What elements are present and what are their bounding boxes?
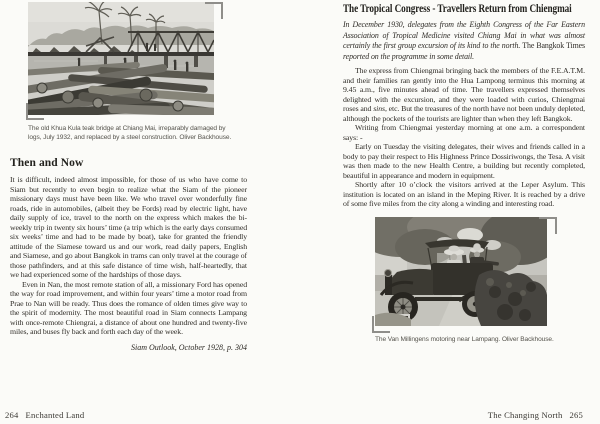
bridge-photo-figure — [10, 2, 247, 142]
body-paragraph — [343, 66, 585, 123]
source-attribution: Siam Outlook, October 1928, p. 304 — [131, 342, 247, 352]
paragraph-segment: , etc. But the treasures of the north have not been unduly depleted, although the pockets of the tourists are lighter than when they left Bangkok. — [343, 104, 585, 123]
intro-segment: In December 1930, delegates from the Eighth Congress of the Far Eastern Association of Tropical Medicine visited Chiang Mai in what was almost certainly the first group excursion of its kind to the north. — [343, 20, 585, 51]
newspaper-name: The Bangkok Times — [522, 41, 585, 51]
section-heading: Then and Now — [10, 157, 84, 170]
photo-caption: The Van Millingens motoring near Lampang. Oliver Backhouse. — [375, 335, 554, 343]
motorcar-photo-figure — [343, 217, 585, 344]
left-folio — [5, 410, 84, 420]
right-folio — [488, 410, 583, 420]
right-page-content — [343, 3, 585, 344]
photo-corner-bracket — [372, 316, 390, 333]
photo-corner-bracket — [539, 217, 557, 234]
body-paragraph: Writing from Chiengmai yesterday morning at one a.m. a correspondent says: - — [343, 123, 585, 142]
motorcar-photo — [375, 217, 547, 326]
bridge-photo-frame — [28, 2, 214, 115]
photo-caption: The old Khua Kula teak bridge at Chiang Mai, irreparably damaged by logs, July 1932, and replaced by a steel construction. Oliver Backhouse. — [28, 125, 232, 142]
chapter-heading — [343, 3, 585, 15]
folio-chapter-title: The Changing North — [487, 410, 563, 420]
photo-corner-bracket — [205, 2, 223, 19]
intro-paragraph — [343, 20, 585, 62]
body-paragraph: It is difficult, indeed almost impossible, for those of us who have come to Siam but recently to even begin to realize what the Siam of the pioneer missionary days must have been like. We who travel over wonderfully fine roads, ride in automobiles, (albeit they be Fords) read by electric light, have daily supply of ice, travel to the north on the express which makes the bi-weekly trip in twenty six hours’ time (a trip which is the early days consumed six weeks’ time and had to be made by boat), take for granted the friendly attitude of the Siamese toward us and our work, read daily papers, English and Siamese, and go about Bangkok in trams can only travel at the courage of those pathfinders, and at this safe distance of time wish, half-heartedly, that we had experienced some of the hardships of those days. — [10, 175, 247, 280]
body-paragraph: Shortly after 10 o’clock the visitors arrived at the Leper Asylum. This institution is located on an island in the Meping River. It is reached by a drive of some five miles from the city along a winding and interesting road. — [343, 180, 585, 209]
folio-page-number: 264 — [5, 410, 19, 420]
intro-segment: reported on the programme in some detail. — [343, 51, 474, 61]
paragraph-segment: The express from Chiengmai bringing back the members of the F.E.A.T.M. and their families ran gently into the Hua Lampong terminus this morning at 9.45 a.m., five minutes ahead of time. The travellers expressed themselves delighted with the excursion, and they were loaded with curios, Chiengmai roses and — [343, 66, 585, 114]
motorcar-photo-frame — [375, 217, 547, 326]
page-right — [300, 0, 600, 424]
bridge-photo — [28, 2, 214, 115]
photo-corner-bracket — [26, 103, 44, 120]
folio-page-number: 265 — [569, 410, 583, 420]
body-paragraph: Even in Nan, the most remote station of all, a missionary Ford has opened the way for road improvement, and within four years’ time a motor road from Prae to Nan will be ready. Thus does the romance of olden times give way to the spirit of modernity. The most beautiful road in Siam connects Lampang with once-remote Chiengrai, a distance of about one hundred and twenty-five miles, and buses fly back and forth each day of the week. — [10, 279, 247, 337]
folio-book-title: Enchanted Land — [25, 410, 85, 420]
paragraph-segment-italic: sins — [373, 104, 385, 114]
chapter-heading-text: The Tropical Congress - Travellers Return from Chiengmai — [343, 3, 572, 15]
left-page-content — [10, 2, 247, 352]
body-paragraph: Early on Tuesday the visiting delegates, their wives and friends called in a body to pay their respect to His Highness Prince Dossiriwongs, the Tesa. A visit was then made to the new Health Centre, a building but recently completed, beautiful in appearance and modern in equipment. — [343, 142, 585, 180]
